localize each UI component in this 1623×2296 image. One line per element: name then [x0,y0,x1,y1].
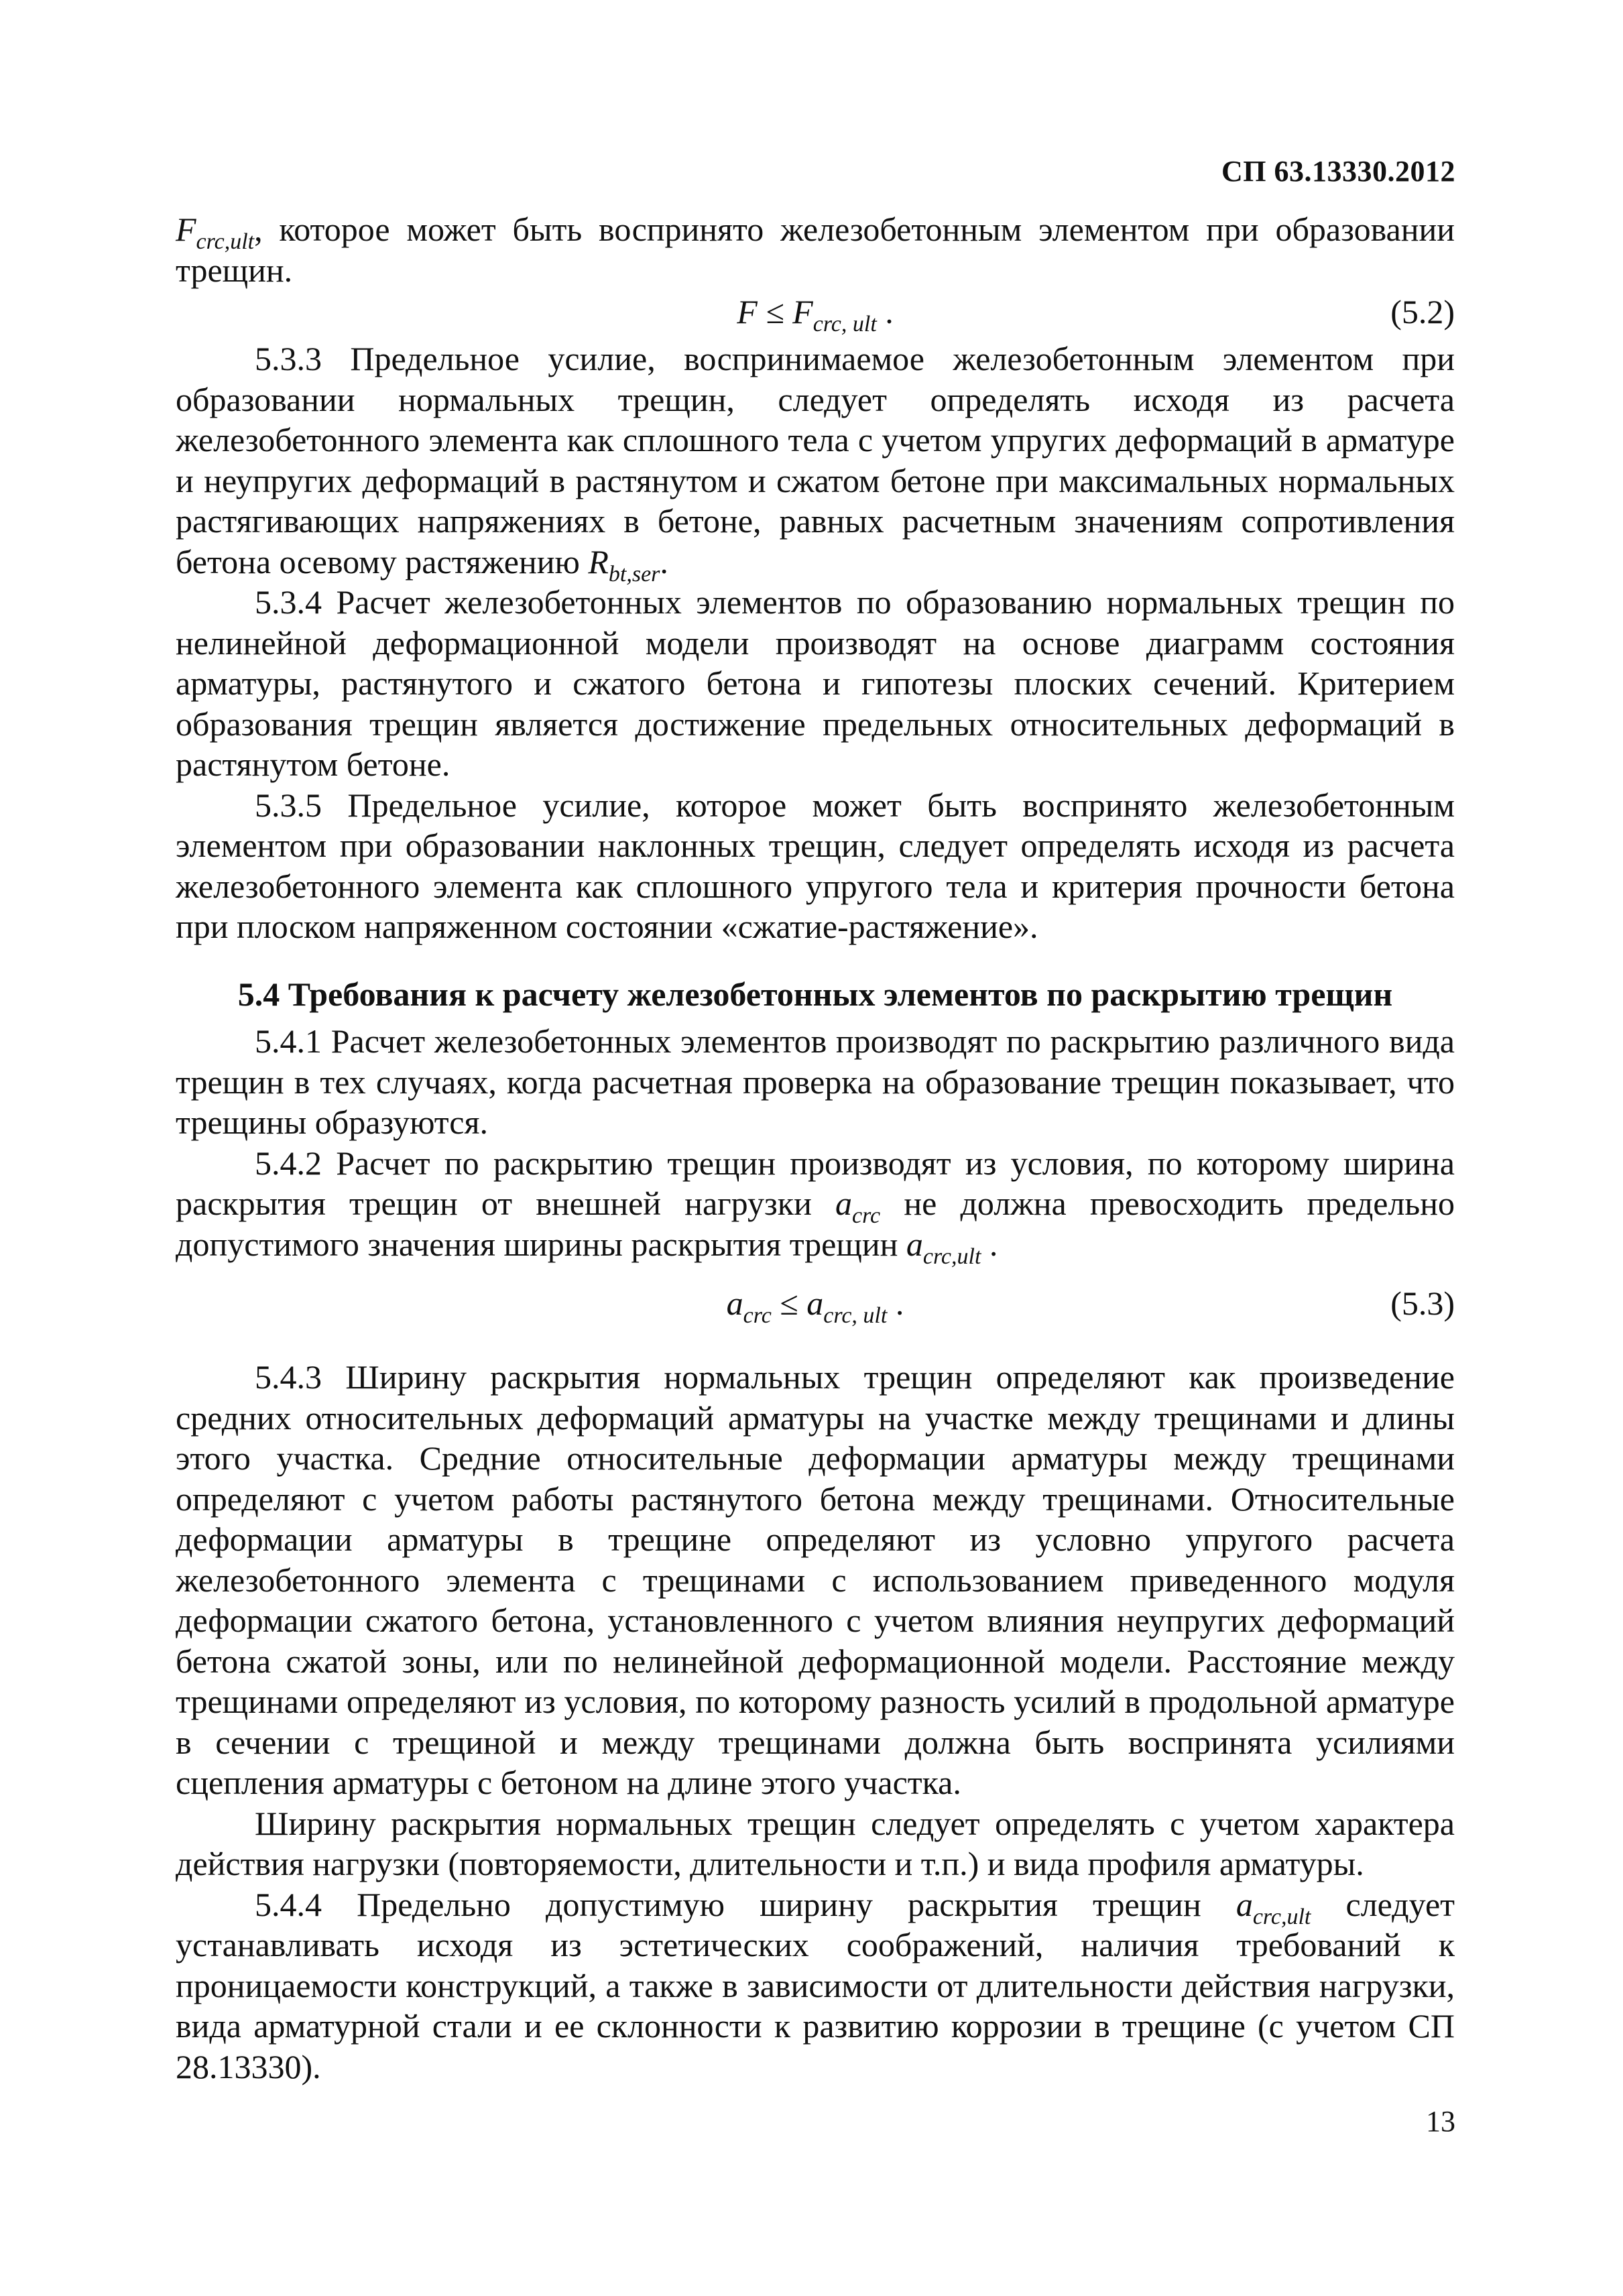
paragraph-5-3-4: 5.3.4 Расчет железобетонных элементов по образованию нормальных трещин по нелинейной деформационной модели производят на основе диаграмм состояния арматуры, растянутого и сжатого бетона и гипотезы плоских сечений. Критерием образования трещин является достижение предельных относительных деформаций в растянутом бетоне. [176,583,1455,783]
formula-5-2-tail: . [876,293,894,330]
formula-5-2 [176,292,1455,339]
symbol-a-crc-ult-2: a [1236,1885,1253,1923]
paragraph-5-4-2-text-a: 5.4.2 Расчет по раскрытию трещин производят из условия, по которому ширина раскрытия трещин от внешней нагрузки [176,1144,1455,1222]
formula-5-3-expression [176,1283,1455,1328]
formula-5-3-a1: a [726,1284,743,1322]
formula-5-3-a1-subscript: crc [743,1303,772,1328]
formula-5-2-expression [176,292,1455,337]
paragraph-5-4-4-text-a: 5.4.4 Предельно допустимую ширину раскрытия трещин [255,1885,1236,1923]
paragraph-continuation-text: , которое может быть воспринято железобетонным элементом при образовании трещин. [176,210,1455,289]
formula-5-3-number: (5.3) [1390,1284,1455,1322]
symbol-f-subscript: crc,ult [196,229,255,254]
paragraph-5-3-5: 5.3.5 Предельное усилие, которое может быть воспринято железобетонным элементом при образовании наклонных трещин, следует определять исходя из расчета железобетонного элемента как сплошного упругого тела и критерия прочности бетона при плоском напряженном состоянии «сжатие-растяжение». [176,786,1455,945]
formula-5-3-a2: a [806,1284,824,1322]
formula-5-2-subscript: crc, ult [813,311,877,337]
paragraph-5-4-2 [176,1143,1455,1269]
document-body [176,209,1455,2087]
formula-5-3-a2-subscript: crc, ult [823,1303,888,1328]
symbol-r: R [588,542,609,581]
symbol-a-crc-ult-2-subscript: crc,ult [1252,1904,1311,1929]
paragraph-5-4-4 [176,1884,1455,2088]
section-heading-5-4: 5.4 Требования к расчету железобетонных элементов по раскрытию трещин [237,975,1393,1013]
formula-5-2-number: (5.2) [1390,293,1455,330]
symbol-a-crc-ult: a [906,1225,923,1263]
paragraph-5-4-2-end: . [981,1225,998,1263]
paragraph-5-4-4-text-b: следует устанавливать исходя из эстетических соображений, наличия требований к проницаемости конструкций, а также в зависимости от длительности действия нагрузки, вида арматурной стали и ее склонности к развитию коррозии в трещине (с учетом СП 28.13330). [176,1885,1455,2086]
symbol-r-subscript: bt,ser [608,561,660,587]
formula-5-3 [176,1283,1455,1330]
formula-5-3-operator: ≤ [771,1284,807,1322]
symbol-f: F [176,210,196,248]
paragraph-5-3-3 [176,339,1455,587]
paragraph-5-4-2-text-b: не должна превосходить предельно допустимого значения ширины раскрытия трещин [176,1185,1455,1263]
symbol-a-crc-subscript: crc [852,1203,881,1228]
formula-5-2-lhs: F ≤ F [737,293,813,330]
symbol-a-crc-ult-subscript: crc,ult [922,1244,981,1269]
formula-5-3-tail: . [887,1284,904,1322]
paragraph-continuation [176,209,1455,290]
symbol-a-crc: a [835,1185,852,1222]
paragraph-5-4-3: 5.4.3 Ширину раскрытия нормальных трещин определяют как произведение средних относительных деформаций арматуры на участке между трещинами и длины этого участка. Средние относительные деформации арматуры между трещинами определяют с учетом работы растянутого бетона между трещинами. Относительные деформации арматуры в трещине определяют из условно упругого расчета железобетонного элемента с трещинами с использованием приведенного модуля деформации сжатого бетона, установленного с учетом влияния неупругих деформаций бетона сжатой зоны, или по нелинейной деформационной модели. Расстояние между трещинами определяют из условия, по которому разность усилий в продольной арматуре в сечении с трещиной и между трещинами должна быть воспринята усилиями сцепления арматуры с бетоном на длине этого участка. [176,1358,1455,1801]
page-number: 13 [1426,2105,1455,2138]
document-code-header: СП 63.13330.2012 [1221,155,1455,188]
paragraph-5-3-3-text: 5.3.3 Предельное усилие, воспринимаемое железобетонным элементом при образовании нормальных трещин, следует определять исходя из расчета железобетонного элемента как сплошного тела с учетом упругих деформаций в арматуре и неупругих деформаций в растянутом и сжатом бетоне при максимальных нормальных растягивающих напряжениях в бетоне, равных расчетным значениям сопротивления бетона осевому растяжению [176,340,1455,581]
paragraph-5-4-3-continued: Ширину раскрытия нормальных трещин следует определять с учетом характера действия нагрузки (повторяемости, длительности и т.п.) и вида профиля арматуры. [176,1804,1455,1882]
paragraph-5-4-1: 5.4.1 Расчет железобетонных элементов производят по раскрытию различного вида трещин в тех случаях, когда расчетная проверка на образование трещин показывает, что трещины образуются. [176,1022,1455,1141]
paragraph-5-3-3-end: . [660,542,668,581]
